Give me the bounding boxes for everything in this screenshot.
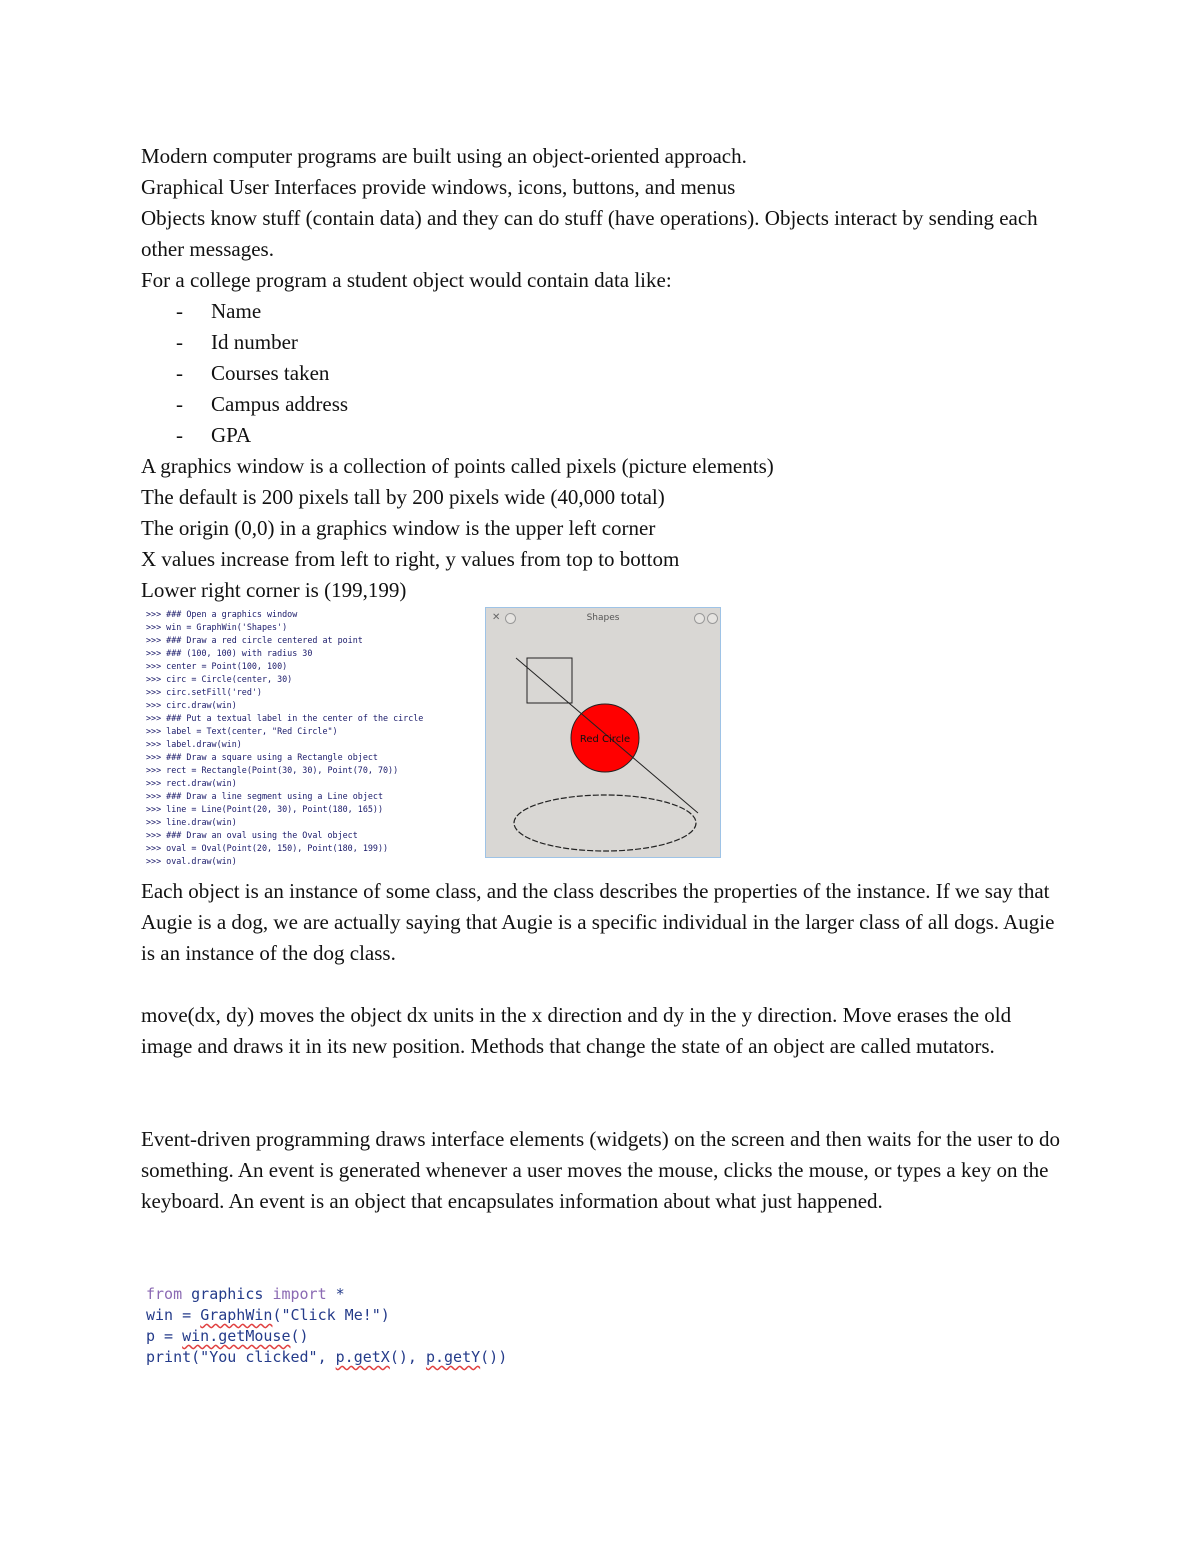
- paragraph-graphics-window: A graphics window is a collection of points called pixels (picture elements): [141, 454, 774, 478]
- shell-line: >>> line.draw(win): [146, 817, 237, 827]
- shell-line: >>> ### Draw an oval using the Oval object: [146, 830, 358, 840]
- paragraph-event-driven: Event-driven programming draws interface elements (widgets) on the screen and then waits for the user to do something. An event is generated whenever a user moves the mouse, clicks the mouse, or types a key on the keyboard. An event is an object that encapsulates information about what just happened.: [141, 1127, 1061, 1213]
- shell-line: >>> label = Text(center, "Red Circle"): [146, 726, 338, 736]
- python-shell-figure: [146, 608, 478, 870]
- paragraph-oop-intro: Modern computer programs are built using an object-oriented approach.: [141, 144, 747, 168]
- paragraph-objects: Objects know stuff (contain data) and they can do stuff (have operations). Objects interact by sending each other messages.: [141, 206, 1038, 261]
- shell-line: >>> ### (100, 100) with radius 30: [146, 648, 313, 658]
- paragraph-origin: The origin (0,0) in a graphics window is the upper left corner: [141, 516, 656, 540]
- window-title: Shapes: [586, 613, 620, 623]
- shell-line: >>> line = Line(Point(20, 30), Point(180, 165)): [146, 804, 383, 814]
- paragraph-student-object: For a college program a student object would contain data like:: [141, 268, 672, 292]
- oval-shape: [514, 795, 696, 851]
- paragraph-move: move(dx, dy) moves the object dx units in the x direction and dy in the y direction. Move erases the old image and draws it in its new position. Methods that change the state of an object are called mutators.: [141, 1003, 1012, 1058]
- shell-line: >>> center = Point(100, 100): [146, 661, 288, 671]
- code-line: p = win.getMouse(): [146, 1327, 309, 1345]
- paragraph-gui: Graphical User Interfaces provide windows, icons, buttons, and menus: [141, 175, 736, 199]
- shell-line: >>> rect = Rectangle(Point(30, 30), Point(70, 70)): [146, 765, 399, 775]
- paragraph-default-size: The default is 200 pixels tall by 200 pixels wide (40,000 total): [141, 485, 665, 509]
- graphics-canvas: [486, 608, 720, 857]
- list-item: - Campus address: [176, 392, 349, 416]
- list-item: - GPA: [176, 423, 252, 447]
- code-line: win = GraphWin("Click Me!"): [146, 1306, 390, 1324]
- paragraph-lower-right: Lower right corner is (199,199): [141, 578, 407, 602]
- circle-label: Red Circle: [579, 734, 631, 745]
- code-block: [146, 1284, 507, 1368]
- shell-line: >>> ### Put a textual label in the center of the circle: [146, 713, 424, 723]
- list-item: - Id number: [176, 330, 298, 354]
- code-line: from graphics import *: [146, 1285, 345, 1303]
- shell-line: >>> circ.draw(win): [146, 700, 237, 710]
- shell-line: >>> rect.draw(win): [146, 778, 237, 788]
- shell-line: >>> ### Open a graphics window: [146, 609, 298, 619]
- shell-line: >>> ### Draw a square using a Rectangle object: [146, 752, 378, 762]
- shell-line: >>> oval = Oval(Point(20, 150), Point(180, 199)): [146, 843, 389, 853]
- square-shape: [527, 658, 572, 703]
- shell-line: >>> circ = Circle(center, 30): [146, 674, 293, 684]
- shell-line: >>> win = GraphWin('Shapes'): [146, 622, 288, 632]
- paragraph-instance: Each object is an instance of some class, and the class describes the properties of the instance. If we say that Augie is a dog, we are actually saying that Augie is a specific individual in the larger class of all dogs. Augie is an instance of the dog class.: [141, 879, 1055, 965]
- paragraph-axes: X values increase from left to right, y values from top to bottom: [141, 547, 680, 571]
- list-item: - Courses taken: [176, 361, 330, 385]
- close-icon: ✕: [492, 612, 501, 623]
- shell-line: >>> circ.setFill('red'): [146, 687, 262, 697]
- shell-line: >>> ### Draw a line segment using a Line object: [146, 791, 383, 801]
- shell-line: >>> oval.draw(win): [146, 856, 237, 866]
- list-item: - Name: [176, 299, 262, 323]
- graphics-window-figure: [485, 607, 721, 858]
- shell-line: >>> label.draw(win): [146, 739, 242, 749]
- code-line: print("You clicked", p.getX(), p.getY()): [146, 1348, 508, 1366]
- shell-line: >>> ### Draw a red circle centered at point: [146, 635, 363, 645]
